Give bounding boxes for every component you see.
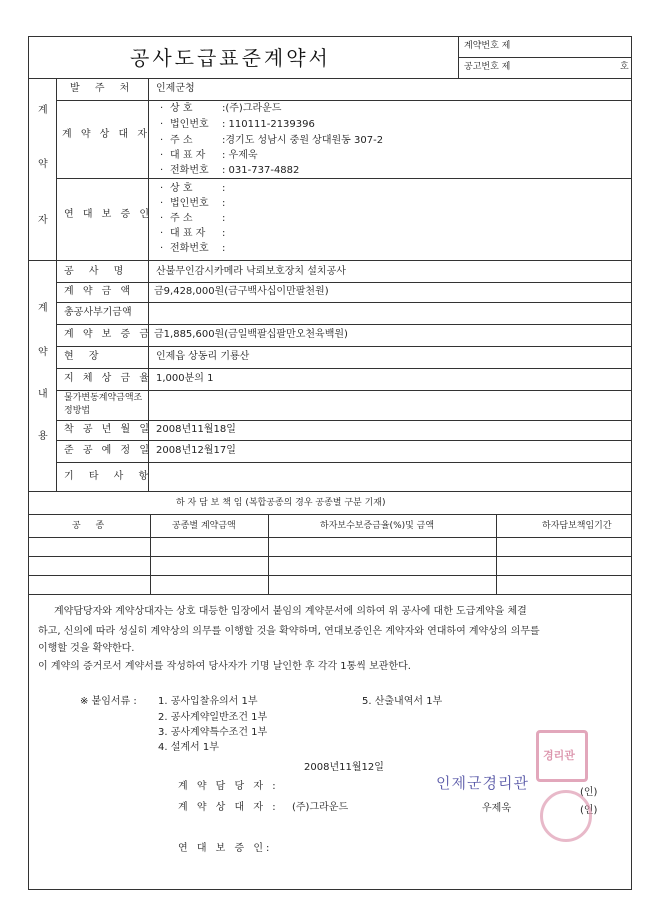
guarantor-phone-value: : — [222, 243, 226, 254]
counterparty-regno-value: : 110111-2139396 — [222, 119, 315, 130]
counterparty-bullet: · — [160, 103, 164, 114]
row-label-penalty: 지 체 상 금 율 — [64, 373, 153, 384]
row-label-amount: 계 약 금 액 — [64, 286, 134, 297]
attachment-item-3: 3. 공사계약특수조건 1부 — [158, 727, 268, 738]
guarantor-address-value: : — [222, 213, 226, 224]
row-value-deposit: 금1,885,600원(금일백팔십팔만오천육백원) — [154, 329, 348, 340]
contract-number-label: 계약번호 제 — [464, 41, 511, 51]
orderer-value: 인제군청 — [156, 83, 195, 94]
notice-number-suffix: 호 — [620, 62, 629, 72]
paragraph-line-1: 계약담당자와 계약상대자는 상호 대등한 입장에서 붙임의 계약문서에 의하여 위 공사에 대한 도급계약을 체결 — [54, 606, 527, 617]
row-label-project: 공 사 명 — [64, 266, 130, 277]
signature-label-contractor: 계 약 상 대 자 : — [178, 802, 279, 813]
party-side-label-1: 계 — [38, 105, 48, 116]
counterparty-name-value: :(주)그라운드 — [222, 103, 282, 114]
counterparty-regno-label: 법인번호 — [170, 119, 209, 130]
official-stamp-text: 경리관 — [543, 749, 575, 762]
official-stamp — [536, 730, 588, 782]
counterparty-phone-value: : 031-737-4882 — [222, 165, 300, 176]
row-value-end-date: 2008년12월17일 — [156, 445, 236, 456]
guarantor-name-value: : — [222, 183, 226, 194]
counterparty-label: 계 약 상 대 자 — [62, 129, 151, 140]
signature-label-officer: 계 약 담 당 자 : — [178, 781, 279, 792]
party-side-label-3: 자 — [38, 215, 48, 226]
counterparty-rep-label: 대 표 자 — [170, 150, 206, 161]
content-side-label-4: 용 — [38, 431, 48, 442]
attachment-item-1: 1. 공사입찰유의서 1부 — [158, 696, 258, 707]
guarantor-address-label: 주 소 — [170, 213, 193, 224]
guarantor-phone-label: 전화번호 — [170, 243, 209, 254]
paragraph-line-2: 하고, 신의에 따라 성실히 계약상의 의무를 이행할 것을 확약하며, 연대보증인은 계약자와 연대하여 계약상의 의무를 — [38, 626, 540, 637]
attachment-item-2: 2. 공사계약일반조건 1부 — [158, 712, 268, 723]
row-value-site: 인제읍 상동리 기룡산 — [156, 351, 250, 362]
paragraph-line-4: 이 계약의 증거로서 계약서를 작성하여 당사자가 기명 날인한 후 각각 1통씩 보관한다. — [38, 661, 411, 672]
counterparty-phone-label: 전화번호 — [170, 165, 209, 176]
row-value-project: 산불무인감시카메라 낙뢰보호장치 설치공사 — [156, 266, 346, 277]
content-side-label-2: 약 — [38, 347, 48, 358]
row-label-total-amount: 총공사부기금액 — [64, 307, 132, 318]
signature-value-officer: 인제군경리관 — [436, 774, 529, 792]
signature-seal-contractor: (인) — [580, 805, 598, 816]
guarantor-name-label: 상 호 — [170, 183, 193, 194]
row-value-start-date: 2008년11월18일 — [156, 424, 236, 435]
signature-seal-officer: (인) — [580, 787, 598, 798]
content-side-label-1: 계 — [38, 303, 48, 314]
signature-label-guarantor: 연 대 보 증 인: — [178, 843, 273, 854]
page-title: 공사도급표준계약서 — [130, 46, 331, 70]
row-label-price-adjust: 물가변동계약금액조정방법 — [64, 393, 143, 416]
warranty-col-amount: 공종별 계약금액 — [172, 521, 236, 531]
paragraph-line-3: 이행할 것을 확약한다. — [38, 643, 135, 654]
row-label-start-date: 착 공 년 월 일 — [64, 424, 153, 435]
content-side-label-3: 내 — [38, 389, 48, 400]
row-label-deposit: 계 약 보 증 금 — [64, 329, 153, 340]
notice-number-label: 공고번호 제 — [464, 62, 511, 72]
warranty-heading: 하 자 담 보 책 임 (복합공종의 경우 공종별 구분 기재) — [176, 498, 386, 508]
counterparty-rep-value: : 우제욱 — [222, 150, 258, 161]
row-label-other: 기 타 사 항 — [64, 471, 155, 482]
guarantor-label: 연 대 보 증 인 — [64, 209, 153, 220]
warranty-col-rate: 하자보수보증금율(%)및 금액 — [320, 521, 435, 531]
row-label-end-date: 준 공 예 정 일 — [64, 445, 153, 456]
row-value-amount: 금9,428,000원(금구백사십이만팔천원) — [154, 286, 329, 297]
signature-rep-contractor: 우제욱 — [482, 803, 511, 814]
attachments-label: ※ 붙임서류 : — [80, 696, 137, 707]
guarantor-rep-label: 대 표 자 — [170, 228, 206, 239]
guarantor-regno-value: : — [222, 198, 226, 209]
company-seal — [540, 790, 592, 842]
guarantor-regno-label: 법인번호 — [170, 198, 209, 209]
signature-value-contractor: (주)그라운드 — [292, 802, 349, 813]
warranty-col-work: 공 종 — [72, 521, 111, 531]
counterparty-address-label: 주 소 — [170, 135, 193, 146]
attachment-item-5: 5. 산출내역서 1부 — [362, 696, 443, 707]
row-value-penalty: 1,000분의 1 — [156, 373, 214, 384]
row-label-site: 현 장 — [64, 351, 105, 362]
counterparty-name-label: 상 호 — [170, 103, 193, 114]
guarantor-rep-value: : — [222, 228, 226, 239]
warranty-col-period: 하자담보책임기간 — [542, 521, 612, 531]
counterparty-address-value: :경기도 성남시 중원 상대원동 307-2 — [222, 135, 384, 146]
contract-date: 2008년11월12일 — [304, 762, 384, 773]
orderer-label: 발 주 처 — [70, 83, 136, 94]
party-side-label-2: 약 — [38, 159, 48, 170]
attachment-item-4: 4. 설계서 1부 — [158, 742, 219, 753]
